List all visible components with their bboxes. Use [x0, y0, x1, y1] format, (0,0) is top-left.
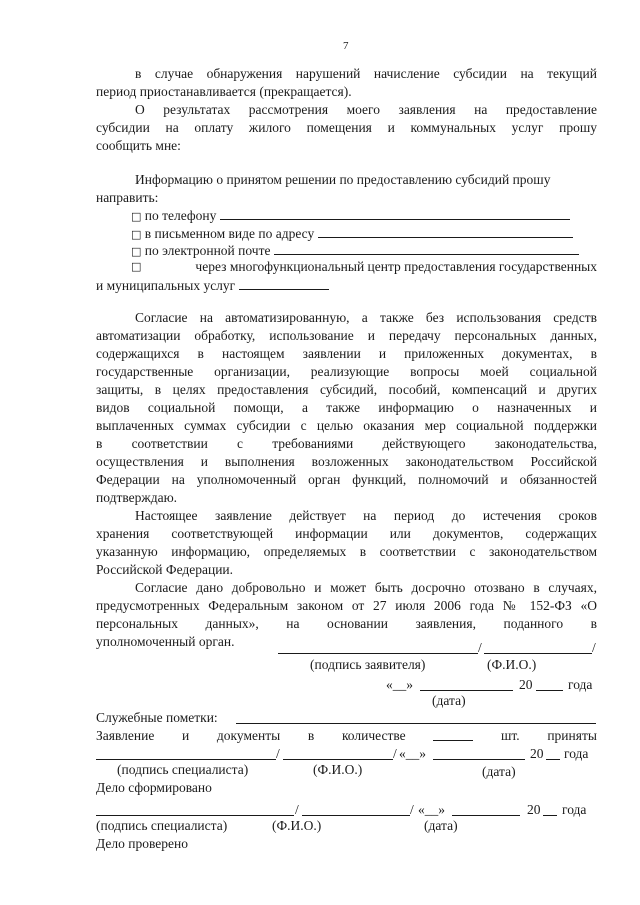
checkbox-icon: □ [131, 228, 142, 241]
text-line: Настоящее заявление действует на период до истечения сроков [135, 508, 597, 523]
text-line: защиты, в целях предоставления субсидий, пособий, компенсаций и других [96, 382, 597, 397]
slash: / [393, 746, 397, 761]
service-notes-line [236, 723, 596, 724]
text-line: направить: [96, 190, 159, 205]
option-mfc [131, 258, 597, 276]
text-line: видов социальной помощи, а также информацию о назначенных и [96, 400, 597, 415]
date-year-prefix: 20 [527, 802, 541, 817]
text-line: О результатах рассмотрения моего заявления на предоставление [135, 102, 597, 117]
text-line: Согласие дано добровольно и может быть досрочно отозвано в случаях, [135, 580, 597, 595]
text-line: осуществления и выполнения возложенных законодательством Российской [96, 454, 597, 469]
count-line [433, 727, 473, 741]
text-line: Информацию о принятом решении по предоставлению субсидий прошу [135, 172, 551, 187]
text-line: хранения соответствующей информации или документов, содержащих [96, 526, 597, 541]
date-year-word: года [568, 677, 593, 692]
date-year-prefix: 20 [530, 746, 544, 761]
option-label: через многофункциональный центр предоставления государственных [195, 259, 597, 274]
option-phone [131, 206, 570, 226]
service-notes-label: Служебные пометки: [96, 710, 218, 725]
option-label: в письменном виде по адресу [144, 226, 315, 241]
text-line: в случае обнаружения нарушений начисление субсидии на текущий [135, 66, 597, 81]
date-caption: (дата) [432, 693, 466, 708]
text-line: предусмотренных Федеральным законом от 27 июля 2006 года № 152-ФЗ «О [96, 598, 597, 613]
date-caption: (дата) [482, 764, 516, 779]
signature-line [278, 653, 478, 654]
option-label: по электронной почте [144, 243, 271, 258]
fill-line [318, 224, 573, 238]
text-line: государственные организации, реализующие вопросы моей социальной [96, 364, 597, 379]
text-line: субсидии на оплату жилого помещения и коммунальных услуг прошу [96, 120, 597, 135]
specialist-name-line [283, 759, 393, 760]
slash: / [295, 802, 299, 817]
text-line: сообщить мне: [96, 138, 181, 153]
text-line: персональных данных», на основании заявления, поданного в [96, 616, 597, 631]
text-line: Согласие на автоматизированную, а также без использования средств [135, 310, 597, 325]
word: количестве [341, 728, 406, 743]
date-year-line [536, 690, 563, 691]
received-line [96, 727, 597, 745]
text-line: автоматизации обработку, использование и передачу персональных данных, [96, 328, 597, 343]
case-formed: Дело сформировано [96, 780, 212, 795]
checkbox-icon: □ [131, 245, 142, 258]
word: Заявление [96, 728, 155, 743]
date-year-line [546, 759, 560, 760]
slash: / [276, 746, 280, 761]
slash: / [478, 640, 482, 655]
name-line [484, 653, 592, 654]
date-year-prefix: 20 [519, 677, 533, 692]
fill-line [220, 206, 570, 220]
specialist-sign-caption: (подпись специалиста) [117, 762, 249, 777]
checkbox-icon: □ [131, 260, 142, 273]
text-line: в соответствии с требованиями действующего законодательства, [96, 436, 597, 451]
fill-line [274, 241, 579, 255]
word: документы [216, 728, 281, 743]
text-line: уполномоченный орган. [96, 634, 235, 649]
text-line: Федерации на уполномоченный орган функций, полномочий и обязанностей [96, 472, 597, 487]
slash: / [592, 640, 596, 655]
date-caption: (дата) [424, 818, 458, 833]
word: в [307, 728, 315, 743]
text-line: Российской Федерации. [96, 562, 234, 577]
date-year-word: года [562, 802, 587, 817]
text-line: период приостанавливается (прекращается). [96, 84, 352, 99]
fill-line [239, 276, 329, 290]
date-month-line [433, 759, 525, 760]
date-month-line [452, 815, 520, 816]
text-line: подтверждаю. [96, 490, 178, 505]
date-day: «__» [399, 746, 426, 761]
text-line: указанную информацию, определяемых в соответствии с законодательством [96, 544, 597, 559]
specialist-sign-caption: (подпись специалиста) [96, 818, 228, 833]
option-label: по телефону [144, 208, 217, 223]
date-day: «__» [418, 802, 445, 817]
page-number: 7 [343, 40, 349, 52]
word: и [182, 728, 190, 743]
fio-caption: (Ф.И.О.) [313, 762, 363, 777]
word: приняты [547, 728, 597, 743]
slash: / [410, 802, 414, 817]
text-line: выплаченных суммах субсидии с целью оказания мер социальной поддержки [96, 418, 597, 433]
fio-caption: (Ф.И.О.) [272, 818, 322, 833]
date-year-line [543, 815, 557, 816]
date-month-line [420, 690, 513, 691]
specialist-sign-line [96, 815, 294, 816]
signature-caption: (подпись заявителя) [310, 657, 426, 672]
word: шт. [500, 728, 520, 743]
specialist-sign-line [96, 759, 276, 760]
specialist-name-line [302, 815, 410, 816]
option-mfc-cont [96, 276, 329, 295]
name-caption: (Ф.И.О.) [487, 657, 537, 672]
date-day: «__» [386, 677, 413, 692]
case-checked: Дело проверено [96, 836, 188, 851]
text-line: содержащихся в настоящем заявлении и приложенных документах, в [96, 346, 597, 361]
option-label: и муниципальных услуг [96, 278, 236, 293]
checkbox-icon: □ [131, 210, 142, 223]
date-year-word: года [564, 746, 589, 761]
